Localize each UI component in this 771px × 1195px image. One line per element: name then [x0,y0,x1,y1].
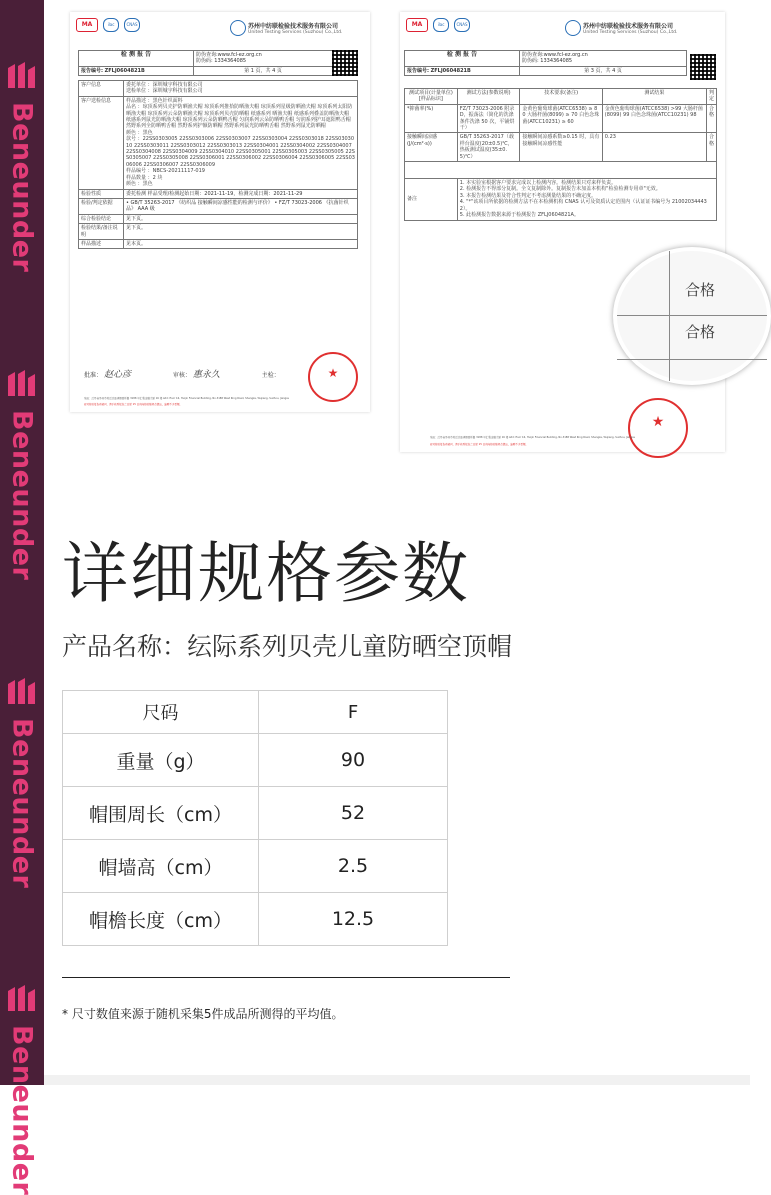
report-title: 检 测 报 告 [405,51,520,67]
report-title: 检 测 报 告 [79,51,194,67]
report-footer: 地址：江苏省苏州市吴江区盛泽镇西环路 3188 号汇集金融大厦 16 楼 Add: floor 16, Huijin Financial Building, No.3188 West Ring Road, Shengze, Wujiang, Suzhou, Jiangsu [430,436,636,439]
spec-table [62,690,448,946]
table-row: *抑菌率(%) FZ/T 73023-2006 附录 D，振荡法（简化的洗涤条件洗涤 50 次，平铺烘干） 金黄色葡萄球菌(ATCC6538) ≥ 80 大肠杆菌(8099) ≥ 70 白色念珠菌(ATCC10231) ≥ 60 金黄色葡萄球菌(ATCC6538) >99 大肠杆菌(8099) 99 白色念珠菌(ATCC10231) 98 合格 [405,104,717,133]
table-row: 接触瞬间凉感(J/(cm²·s)) GB/T 35263-2017（载样台温度(20±0.5)℃，热板测试温度(35±0.5)℃） 接触瞬间凉感系数≥0.15 时，具有接触瞬间凉感性能 0.23 合格 [405,133,717,162]
org-logo-icon [230,20,246,36]
table-row: 帽围周长（cm） 52 [63,787,448,840]
report-number: ZFLJ0604821B [104,67,145,74]
table-row: 帽檐长度（cm） 12.5 [63,893,448,946]
cert-logos [76,18,140,32]
signature-reviewer: 惠永久 [192,370,220,380]
page-number: 第 3 页，共 4 页 [520,66,687,75]
brand-logo-icon [6,678,38,706]
report-footer-warning: 若对检验报告有疑问，请于收到报告之日起 15 日内向检验服务点提出，逾期不予受理。 [84,403,182,406]
brand-mark [0,370,44,670]
cert-logos [406,18,470,32]
brand-logo-icon [6,62,38,90]
report-number: ZFLJ0604821B [430,67,471,74]
org-name: 苏州中纺联检验技术服务有限公司 United Testing Services (Suzhou) Co.,Ltd. [248,23,343,35]
page-title: 详细规格参数 [62,535,470,612]
red-seal: ★ [628,398,688,458]
brand-strip [0,0,44,1195]
magnified-pass-bottom: 合格 [685,323,716,341]
brand-mark [0,985,44,1195]
org-name: 苏州中纺联检验技术服务有限公司 United Testing Services (Suzhou) Co.,Ltd. [583,23,678,35]
cma-logo-icon: MA [406,18,428,32]
cnas-logo-icon: CNAS [124,18,140,32]
signature-approver: 赵心彦 [103,370,131,380]
ilac-logo-icon: ilac [103,18,119,32]
org-logo-icon [565,20,581,36]
test-report-page-1 [70,12,370,412]
verify-code: 防伪码: 1334364085 [522,58,573,65]
verify-site: 防伪查询:www.fcl-ez.org.cn [196,52,262,58]
page-number: 第 1 页，共 4 页 [194,66,333,75]
brand-mark [0,62,44,362]
cnas-logo-icon: CNAS [454,18,470,32]
product-name: 产品名称：纭际系列贝壳儿童防晒空顶帽 [62,632,513,661]
report-footer: 地址：江苏省苏州市吴江区盛泽镇西环路 3188 号汇集金融大厦 16 楼 Add: floor 16, Huijin Financial Building, No.3188 West Ring Road, Shengze, Wujiang, Suzhou, Jiangsu [84,397,290,400]
verify-site: 防伪查询:www.fcl-ez.org.cn [522,52,588,58]
brand-name: Beneunder [6,410,38,581]
qr-code [690,54,716,80]
magnifier-callout [613,247,771,385]
spec-header-row: 尺码 F [63,691,448,734]
table-row: 重量（g） 90 [63,734,448,787]
red-seal: ★ [308,352,358,402]
report-info-table: 客户信息 委托单位 ：深圳城宇科技有限公司 送检单位 ：深圳城宇科技有限公司 客户送检信息 样品描述 ：黑色针织面料 品名 ：琼顶系列贝壳护防晒渔夫帽 琼顶系列推拾防晒渔夫帽 琼顶系列星级防晒渔夫帽 琼顶系列太阳防晒渔夫帽 琼顶系列云朵防晒渔夫帽 琼顶系列贝壳防晒帽 纸感系列 晒渔夫帽 纸感系列叠盖防晒渔夫帽 纸感系列鼠光防晒渔夫帽 琼顶系列云朵防晒鸭舌帽 匀润系列云朵防晒鸭舌帽 匀润系列护耳遮阳鸭舌帽 然野系列全防晒鸭舌帽 然野系列护额防晒帽 然野系列鼠光防晒鸭舌帽 然野系列鼠光防晒帽 颜色 ：黑色 款号 ：22SS0303005 22SS0303006 22SS0303007 22SS0303004 22SS0303018 22SS0303010 22SS0303011 22SS0303012 22SS0303013 22SS0304001 22SS0304002 22SS0304007 22SS0304008 22SS0304009 22SS0304010 22SS0305001 22SS0305003 22SS0305005 22SS0305007 22SS0305008 22SS0306001 22SS0306002 22SS0306004 22SS0306005 22SS0306006 22SS0306007 22SS0306009 样品编号 ：NBCS-20211117-019 样品数量 ：2 块 颜色 ：黑色 检验性质 委托检测 样品受理/检测起始日期：2021-11-19，检测完成日期：2021-11-29 检验/判定依据 • GB/T 35263-2017 《纺织品 接触瞬间凉感性能的检测与评价》 • FZ/T 73023-2006 《抗菌针织品》 AAA 级 综合检验结论 见下页。 检验结果/备注说明 见下页。 样品描述 见本页。 [78,80,358,249]
magnified-pass-top: 合格 [685,281,716,299]
remarks-row: 备注 1. 本实验室根据客户要求完成以上检测内容。检测结果只对来样负责。 2. 检测报告不得部分复制。全文复制除外。复制报告未加盖本机构"检验检测专用章"无效。 3. 本报告检测结果及符合性判定不考虑测量结果的不确定度。 4. "*"该项目所依据的检测方法不在本检测机构 CNAS 认可及资质认定范围内（认证证书编号为 210020344432）。 5. 此检测报告数据来源于检测报告 ZFLJ0604821A。 [405,179,717,220]
brand-logo-icon [6,985,38,1013]
bottom-band [44,1075,750,1085]
test-report-page-3 [400,12,725,452]
signatures: 批准： 赵心彦 审核： 惠永久 主检： [84,370,280,380]
footnote: * 尺寸数值来源于随机采集5件成品所测得的平均值。 [62,1007,344,1021]
verify-code: 防伪码: 1334364085 [196,58,247,65]
brand-name: Beneunder [6,718,38,889]
report-header-table: 检 测 报 告 防伪查询:www.fcl-ez.org.cn 防伪码: 1334364085 报告编号: ZFLJ0604821B 第 1 页，共 4 页 [78,50,333,76]
brand-name: Beneunder [6,1025,38,1195]
brand-mark [0,678,44,978]
brand-name: Beneunder [6,102,38,273]
ilac-logo-icon: ilac [433,18,449,32]
divider [62,977,510,978]
table-row: 帽墙高（cm） 2.5 [63,840,448,893]
brand-logo-icon [6,370,38,398]
report-footer-warning: 若对检验报告有疑问，请于收到报告之日起 15 日内向检验服务点提出，逾期不予受理。 [430,443,528,446]
report-header-table: 检 测 报 告 防伪查询:www.fcl-ez.org.cn 防伪码: 1334364085 报告编号: ZFLJ0604821B 第 3 页，共 4 页 [404,50,687,76]
test-results-table: 测试项目(计量单位)[样品标识] 测试方法(参数说明) 技术要求(备注) 测试结果 判定 *抑菌率(%) FZ/T 73023-2006 附录 D，振荡法（简化的洗涤条件洗涤 50 次，平铺烘干） 金黄色葡萄球菌(ATCC6538) ≥ 80 大肠杆菌(8099) ≥ 70 白色念珠菌(ATCC10231) ≥ 60 金黄色葡萄球菌(ATCC6538) >99 大肠杆菌(8099) 99 白色念珠菌(ATCC10231) 98 合格 接触瞬间凉感(J/(cm²·s)) GB/T 35263-2017（载样台温度(20±0.5)℃，热板测试温度(35±0.5)℃） 接触瞬间凉感系数≥0.15 时，具有接触瞬间凉感性能 0.23 合格 备注 1. 本实验室根据客户要求完成以上检测内容。检测结果只对来样负责。 2. 检测报告不得部分复制。全文复制除外。复制报告未加盖本机构"检验检测专用章"无效。 3. 本报告检测结果及符合性判定不考虑测量结果的不确定度。 4. "*"该项目所依据的检测方法不在本检测机构 CNAS 认可及资质认定范围内（认证证书编号为 210020344432）。 5. 此检测报告数据来源于检测报告 ZFLJ0604821A。 [404,88,717,221]
qr-code [332,50,358,76]
sample-info: 样品描述 ：黑色针织面料 品名 ：琼顶系列贝壳护防晒渔夫帽 琼顶系列推拾防晒渔夫帽 琼顶系列星级防晒渔夫帽 琼顶系列太阳防晒渔夫帽 琼顶系列云朵防晒渔夫帽 琼顶系列贝壳防晒帽 纸感系列 晒渔夫帽 纸感系列叠盖防晒渔夫帽 纸感系列鼠光防晒渔夫帽 琼顶系列云朵防晒鸭舌帽 匀润系列云朵防晒鸭舌帽 匀润系列护耳遮阳鸭舌帽 然野系列全防晒鸭舌帽 然野系列护额防晒帽 然野系列鼠光防晒鸭舌帽 然野系列鼠光防晒帽 颜色 ：黑色 款号 ：22SS0303005 22SS0303006 22SS0303007 22SS0303004 22SS0303018 22SS0303010 22SS0303011 22SS0303012 22SS0303013 22SS0304001 22SS0304002 22SS0304007 22SS0304008 22SS0304009 22SS0304010 22SS0305001 22SS0305003 22SS0305005 22SS0305007 22SS0305008 22SS0306001 22SS0306002 22SS0306004 22SS0306005 22SS0306006 22SS0306007 22SS0306009 样品编号 ：NBCS-20211117-019 样品数量 ：2 块 颜色 ：黑色 [124,96,358,189]
cma-logo-icon: MA [76,18,98,32]
